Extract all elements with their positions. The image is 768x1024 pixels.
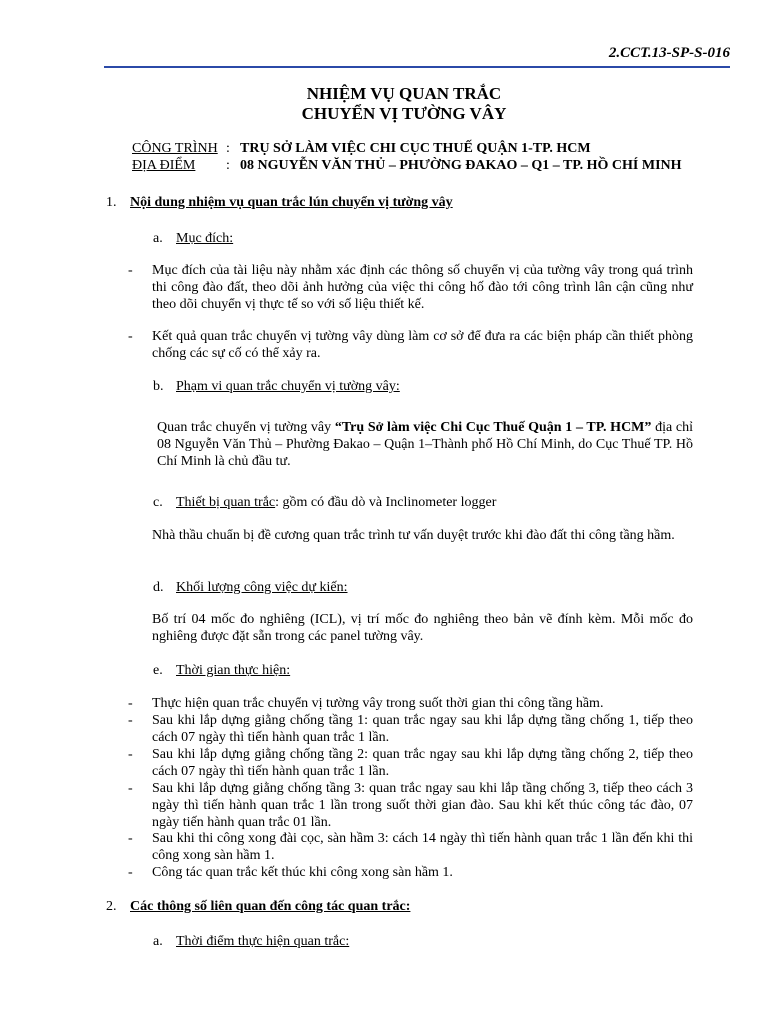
section-2-title: Các thông số liên quan đến công tác quan trắc: [130,899,411,914]
bullet-dash: - [128,263,133,278]
document-title-line1: NHIỆM VỤ QUAN TRẮC [306,84,502,103]
project-info-row [132,140,591,157]
subsection-b-title: Phạm vi quan trắc chuyển vị tường vây: [176,379,400,394]
subsection-c-heading [176,494,496,511]
bullet-dash: - [128,696,133,711]
document-title-line2: CHUYỂN VỊ TƯỜNG VÂY [301,104,507,123]
subsection-a-title: Mục đích: [176,231,234,246]
schedule-bullet-6: Công tác quan trắc kết thúc khi công xong sàn hầm 1. [152,865,453,880]
section-2-subsection-a-letter: a. [153,934,163,949]
workload-paragraph: Bố trí 04 mốc đo nghiêng (ICL), vị trí mốc đo nghiêng theo bản vẽ đính kèm. Mỗi mốc đo nghiêng được đặt sẵn trong các panel tường vây. [152,612,693,644]
subsection-d-title: Khối lượng công việc dự kiến: [176,580,348,595]
header-rule [104,66,730,68]
location-info-row [132,157,682,174]
bullet-dash: - [128,713,133,728]
schedule-bullet-5: Sau khi thi công xong đài cọc, sàn hầm 3: cách 14 ngày thì tiến hành quan trắc 1 lần đến khi thi công xong sàn hầm 1. [152,831,693,863]
colon: : [226,158,230,173]
document-code: 2.CCT.13-SP-S-016 [608,45,730,61]
scope-project-name: “Trụ Sở làm việc Chi Cục Thuế Quận 1 – TP. HCM” [334,420,652,435]
section-1-title: Nội dung nhiệm vụ quan trắc lún chuyển vị tường vây [130,195,453,210]
schedule-bullet-2: Sau khi lắp dựng giằng chống tầng 1: quan trắc ngay sau khi lắp dựng tầng chống 1, tiếp theo cách 07 ngày thì tiến hành quan trắc 1 lần. [152,713,693,745]
location-label: ĐỊA ĐIỂM [132,158,196,173]
location-value: 08 NGUYỄN VĂN THỦ – PHƯỜNG ĐAKAO – Q1 – TP. HỒ CHÍ MINH [240,158,682,173]
subsection-c-title-rest: : gồm có đầu dò và Inclinometer logger [275,495,497,510]
equipment-paragraph: Nhà thầu chuẩn bị đề cương quan trắc trình tư vấn duyệt trước khi đào đất thi công tầng hầm. [152,528,675,543]
project-value: TRỤ SỞ LÀM VIỆC CHI CỤC THUẾ QUẬN 1-TP. HCM [240,141,591,156]
section-2-subsection-a-title: Thời điểm thực hiện quan trắc: [176,934,350,949]
section-1-number: 1. [106,195,117,210]
subsection-e-letter: e. [153,663,163,678]
schedule-bullet-1: Thực hiện quan trắc chuyển vị tường vây trong suốt thời gian thi công tầng hầm. [152,696,604,711]
bullet-dash: - [128,329,133,344]
subsection-c-letter: c. [153,495,163,510]
bullet-dash: - [128,781,133,796]
bullet-dash: - [128,865,133,880]
section-2-number: 2. [106,899,117,914]
purpose-bullet-1: Mục đích của tài liệu này nhằm xác định các thông số chuyển vị của tường vây trong quá trình thi công đào đất, theo dõi ảnh hưởng của việc thi công hố đào tới công trình lân cận cũng như theo dõi chuyển vị thực tế so với số liệu thiết kế. [152,263,693,312]
subsection-a-letter: a. [153,231,163,246]
subsection-e-title: Thời gian thực hiện: [176,663,291,678]
scope-text-pre: Quan trắc chuyển vị tường vây [157,420,335,435]
colon: : [226,141,230,156]
scope-paragraph [157,419,693,470]
schedule-bullet-4: Sau khi lắp dựng giằng chống tầng 3: quan trắc ngay sau khi lắp tầng chống 3, tiếp theo cách 3 ngày thì tiến hành quan trắc 1 lần trong suốt thời gian đào. Sau khi kết thúc công tác đào, 07 ngày tiến hành quan trắc 01 lần. [152,781,693,830]
project-label: CÔNG TRÌNH [132,141,218,156]
subsection-b-letter: b. [153,379,164,394]
schedule-bullet-3: Sau khi lắp dựng giằng chống tầng 2: quan trắc ngay sau khi lắp dựng tầng chống 2, tiếp theo cách 07 ngày thì tiến hành quan trắc 1 lần. [152,747,693,779]
subsection-c-title: Thiết bị quan trắc [176,495,276,510]
purpose-bullet-2: Kết quả quan trắc chuyển vị tường vây dùng làm cơ sở để đưa ra các biện pháp cần thiết phòng chống các sự cố có thể xảy ra. [152,329,693,361]
bullet-dash: - [128,747,133,762]
bullet-dash: - [128,831,133,846]
scope-text-post: địa chỉ 08 Nguyễn Văn Thủ – Phường Đakao – Quận 1–Thành phố Hồ Chí Minh, do Cục Thuế TP. Hồ Chí Minh là chủ đầu tư. [157,420,693,469]
subsection-d-letter: d. [153,580,164,595]
